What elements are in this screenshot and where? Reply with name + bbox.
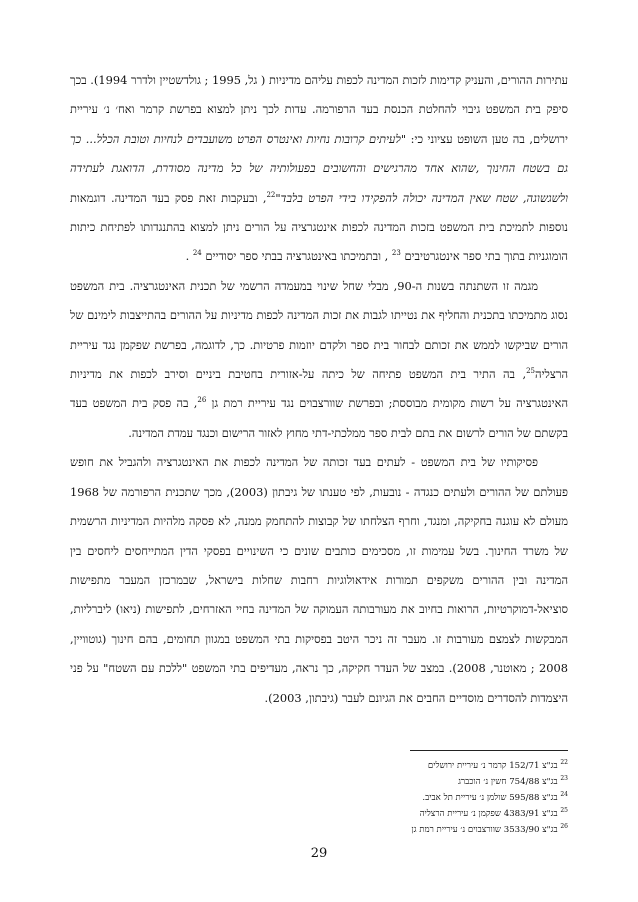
footnote-25 (308, 806, 568, 822)
paragraph-2-text-2: , בה התיר בית המשפט פתיחה של כיתה על-אזורית בחטיבת ביניים וסירב לכפות את מדיניות האינטגרציה על רשות מקומית מבוססת; ובפרשת שוורצבוים נגד עיריית רמת גן (70, 367, 568, 411)
body-text (70, 66, 568, 713)
footnote-ref-22: 22 (266, 190, 276, 199)
footnote-26 (308, 822, 568, 838)
footnote-24 (308, 790, 568, 806)
footnote-ref-25: 25 (526, 367, 536, 376)
footnote-text: בג"צ 152/71 קרמר נ׳ עיריית ירושלים (427, 761, 558, 771)
footnote-ref-26: 26 (197, 396, 207, 405)
footnotes (308, 758, 568, 838)
footnote-number: 22 (560, 759, 568, 767)
paragraph-2-text: מגמה זו השתנתה בשנות ה-90, מבלי שחל שינוי במעמדה הרשמי של תכנית האינטגרציה. בית המשפט נסוג מתמיכתו בתכנית והחליף את נטייתו לגבות את זכות המדינה לכפות מדיניות על ההורים בהתייצבות לימינם של הורים שביקשו לממש את זכותם לבחור בית ספר ולקדם יוזמות פרטיות. כך, לדוגמה, בפרשת שפקמן נגד עיריית הרצליה (70, 278, 568, 382)
paragraph-2 (70, 272, 568, 448)
paragraph-3: פסיקותיו של בית המשפט - לעתים בעד זכותה של המדינה לכפות את האינטגרציה ולהגביל את חופש פעולתם של ההורים ולעתים כנגדה - נובעות, לפי טענתו של גיבתון (2003), מכך שתכנית הרפורמה של 1968 מעולם לא עוגנה בחקיקה, ומנגד, וחרף הצלחתו של קבוצות להתחמק ממנה, לא פסקה מלהיות המדיניות הרשמית של משרד החינוך. בשל עמימות זו, מסכימים כותבים שונים כי השינויים בפסקי הדין המתייחסים ליחסים בין המדינה ובין ההורים משקפים תמורות אידאולוגיות רחבות שחלות בישראל, שבמרכזן המעבר מתפישות סוציאל-דמוקרטיות, הרואות בחיוב את מעורבותה העמוקה של המדינה בחיי האזרחים, לתפישות (ניאו) ליברליות, המבקשות לצמצם מעורבות זו. מעבר זה ניכר היטב בפסיקות בתי המשפט במגוון תחומים, בהם חינוך (גוטוויין, 2008 ; מאוטנר, 2008). במצב של העדר חקיקה, כך נראה, מעדיפים בתי המשפט "ללכת עם השטח" על פני היצמדות להסדרים מוסדיים החבים את הגיונם לעבר (גיבתון, 2003). (70, 455, 568, 705)
footnote-number: 26 (560, 823, 568, 831)
footnote-text: בג"צ 3533/90 שוורצבוים נ׳ עיריית רמת גן (411, 825, 558, 835)
footnote-23 (308, 774, 568, 790)
paragraph-1-text-3: , ובתמיכתו באינטגרציה בבתי ספר יסודיים (205, 249, 389, 264)
footnote-number: 25 (560, 807, 568, 815)
footnote-ref-23: 23 (391, 249, 401, 258)
footnote-number: 23 (560, 775, 568, 783)
footnote-separator (410, 750, 568, 751)
court-quote: לעיתים קרובות נחיות ואינטרס הפרט משועבדים לנחיות וטובת הכלל... כך גם בשטח החינוך ,שהוא אחד מהרגישים והחשובים בפעולותיה של כל מדינה מסודרת, הדואגת לעתידה ולשגשוגה, שטח שאין המדינה יכולה להפקידו בידי הפרט בלבד" (70, 131, 568, 205)
footnote-text: בג"צ 4383/91 שפקמן נ׳ עיריית הרצליה (419, 809, 558, 819)
paragraph-1-text: עתירות ההורים, והעניק קדימות לזכות המדינה לכפות עליהם מדיניות ( גל, 1995 ; גולדשטיין ולדרר 1994). בכך סיפק בית המשפט גיבוי להחלטת הכנסת בעד הרפורמה. עדות לכך ניתן למצוא בפרשת קרמר ואח׳ נ׳ עיריית ירושלים, בה טען השופט עציוני כי: " (70, 73, 569, 146)
paragraph-1-end: . (185, 249, 190, 264)
paragraph-2-text-3: , בה פסק בית המשפט בעד בקשתם של הורים לרשום את בתם לבית ספר ממלכתי-דתי מחוץ לאזור הרישום וכנגד עמדת המדינה. (70, 396, 568, 440)
paragraph-1 (70, 66, 568, 272)
page-number: 29 (310, 846, 328, 861)
footnote-number: 24 (560, 791, 568, 799)
paragraph-1-text-2: , ובעקבות זאת פסק בעד המדינה. דוגמאות נוספות לתמיכת בית המשפט בזכות המדינה לכפות אינטגרציה על הורים ניתן למצוא בהתנגדותו לפתיחת כיתות הומוגניות בתוך בתי ספר אינטגרטיבים (70, 190, 568, 264)
footnote-ref-24: 24 (192, 249, 202, 258)
footnote-text: בג"צ 754/88 חשין נ׳ הוכברג (458, 777, 558, 787)
footnote-text: בג"צ 595/88 שולמן נ׳ עיריית תל אביב. (422, 793, 558, 803)
footnote-22 (308, 758, 568, 774)
